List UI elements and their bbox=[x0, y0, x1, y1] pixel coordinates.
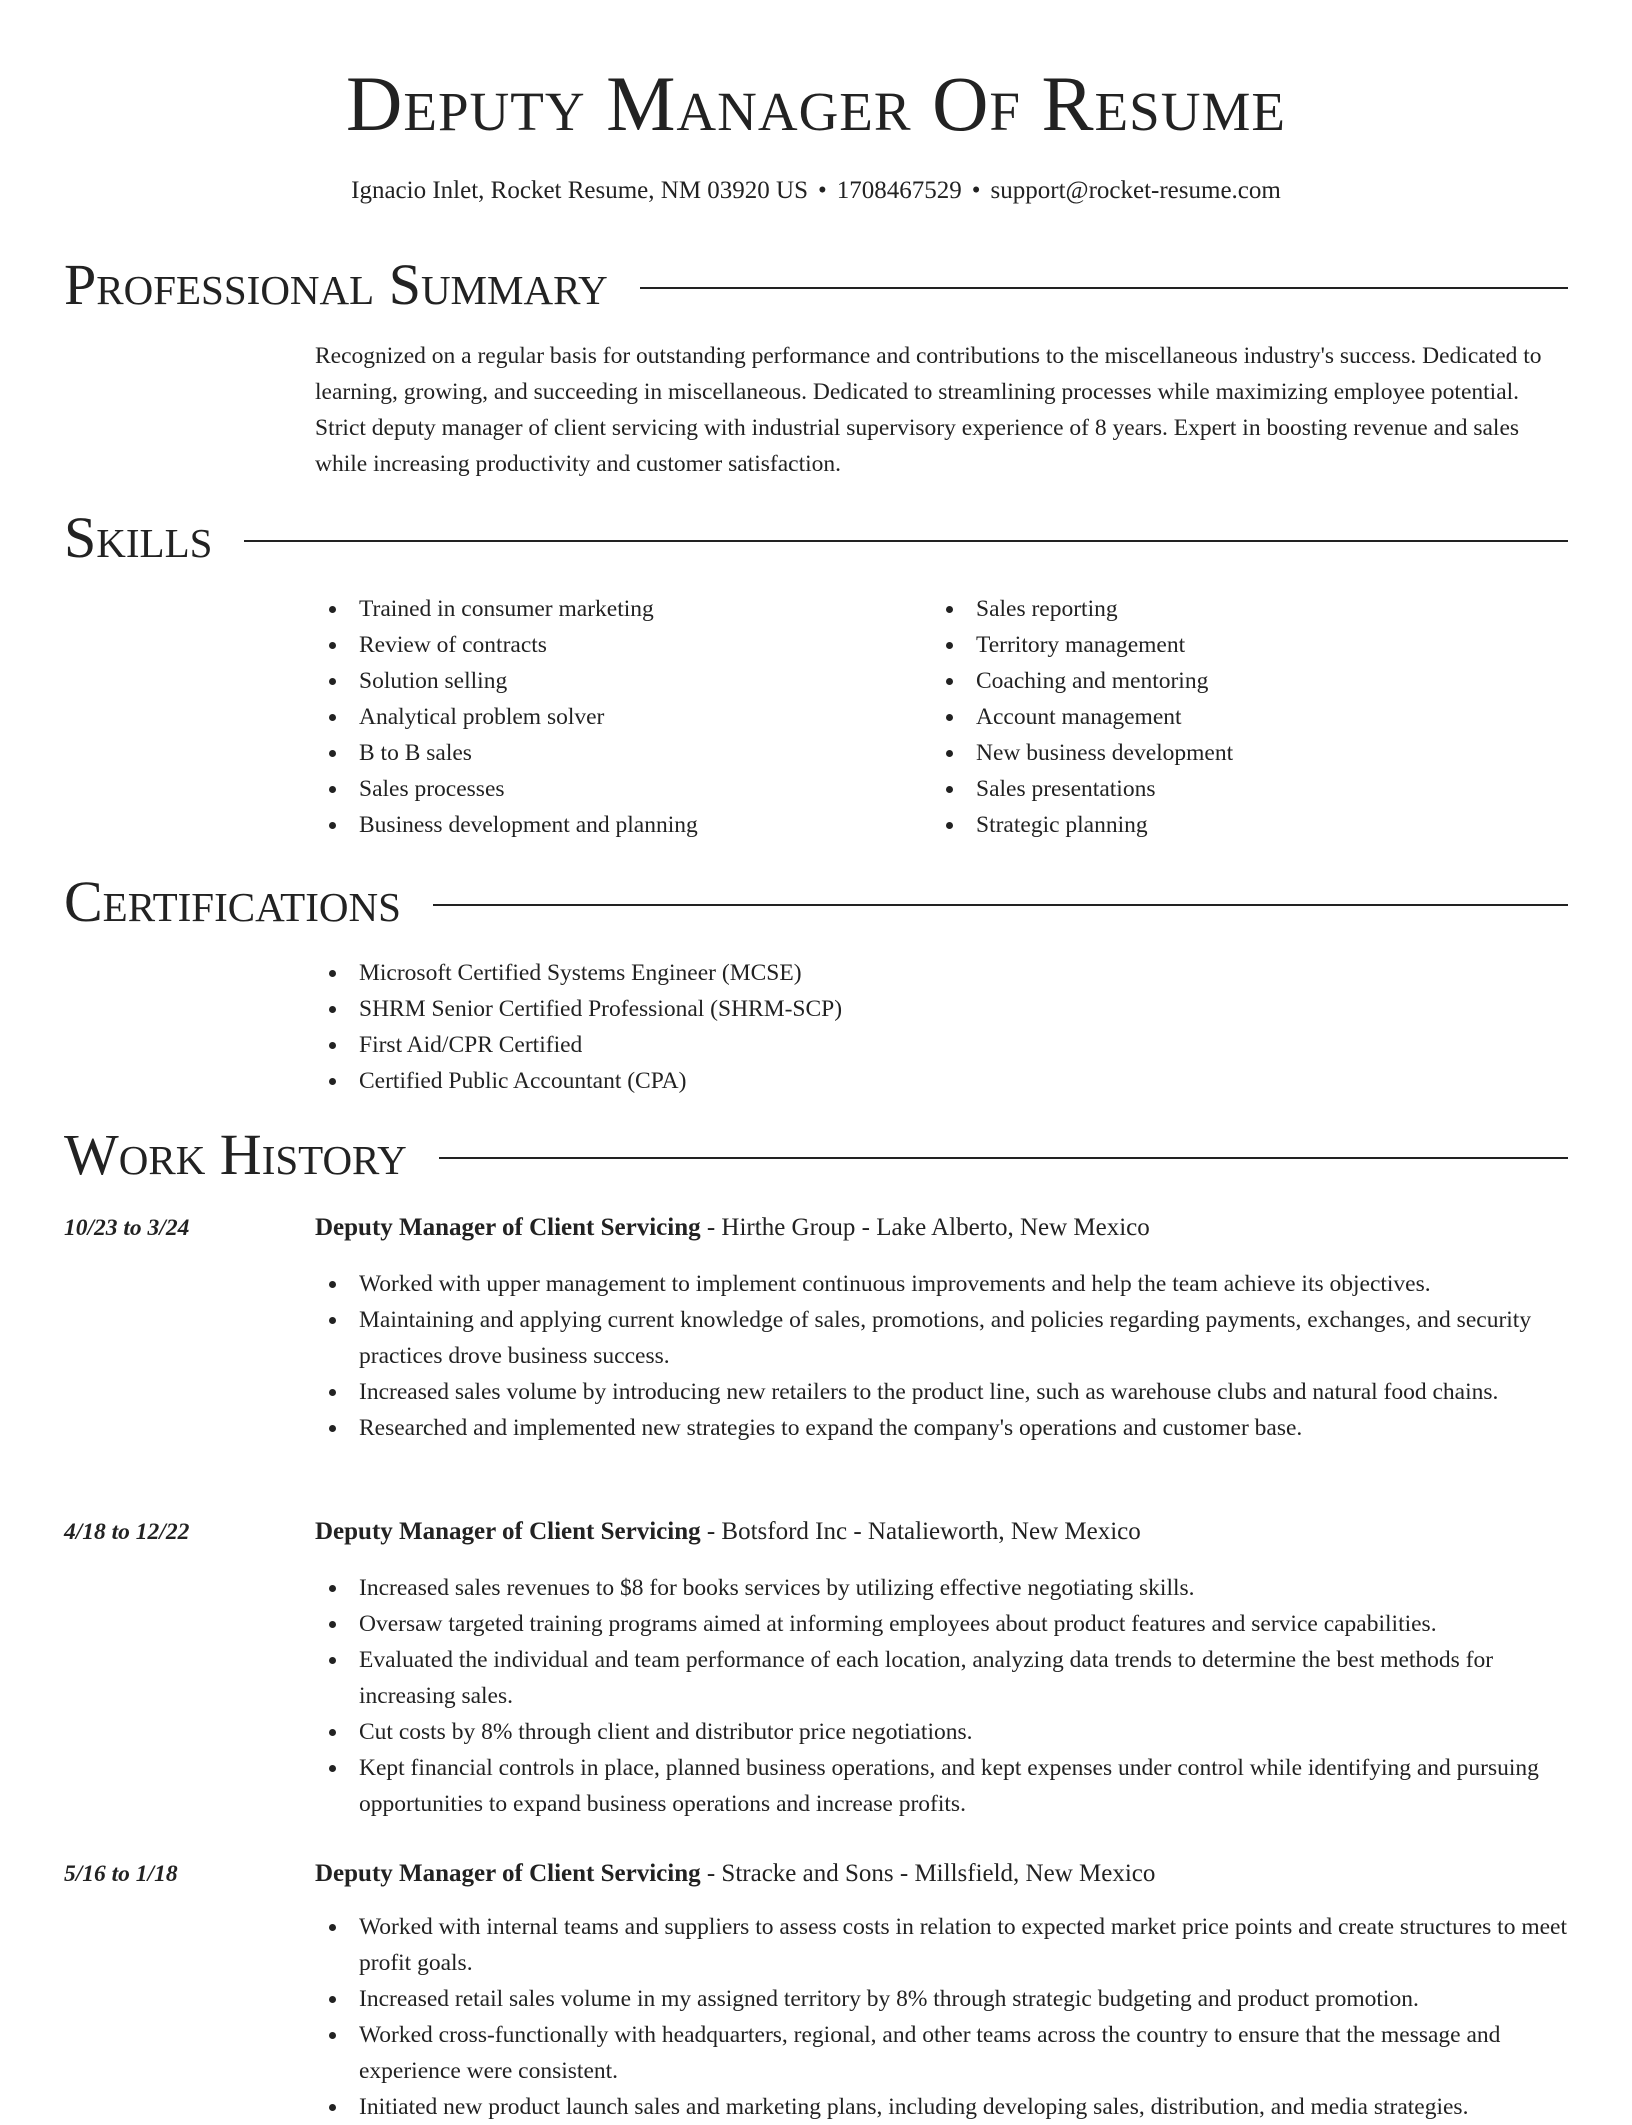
job-bullet: Worked with internal teams and suppliers to assess costs in relation to expected market price points and create structures to meet profit goals. bbox=[315, 1909, 1570, 1981]
job-company-location: - Stracke and Sons - Millsfield, New Mexico bbox=[700, 1860, 1156, 1887]
job-bullet: Increased retail sales volume in my assigned territory by 8% through strategic budgeting and product promotion. bbox=[315, 1981, 1570, 2017]
work-history-section-header bbox=[64, 1120, 1568, 1190]
skills-section-header bbox=[64, 503, 1568, 573]
skills-column-left bbox=[315, 591, 915, 843]
skill-item: Business development and planning bbox=[315, 807, 915, 843]
skill-item: Territory management bbox=[932, 627, 1532, 663]
job-bullet: Oversaw targeted training programs aimed at informing employees about product features and service capabilities. bbox=[315, 1606, 1570, 1642]
job-bullet: Researched and implemented new strategies to expand the company's operations and customer base. bbox=[315, 1410, 1570, 1446]
job-bullet: Worked cross-functionally with headquarters, regional, and other teams across the country to ensure that the message and experience were consistent. bbox=[315, 2017, 1570, 2089]
section-divider bbox=[439, 1157, 1568, 1159]
skill-item: Coaching and mentoring bbox=[932, 663, 1532, 699]
section-divider bbox=[433, 904, 1568, 906]
skill-item: Sales reporting bbox=[932, 591, 1532, 627]
contact-line bbox=[0, 174, 1632, 208]
certification-item: Microsoft Certified Systems Engineer (MCSE) bbox=[315, 955, 1115, 991]
contact-address: Ignacio Inlet, Rocket Resume, NM 03920 US bbox=[351, 177, 809, 204]
job-company-location: - Botsford Inc - Natalieworth, New Mexico bbox=[700, 1518, 1141, 1545]
skill-item: Sales processes bbox=[315, 771, 915, 807]
job-dates: 5/16 to 1/18 bbox=[64, 1861, 178, 1887]
work-history-heading: Work History bbox=[64, 1122, 407, 1187]
skill-item: Trained in consumer marketing bbox=[315, 591, 915, 627]
contact-email[interactable]: support@rocket-resume.com bbox=[990, 177, 1281, 204]
job-bullet: Worked with upper management to implement continuous improvements and help the team achieve its objectives. bbox=[315, 1266, 1570, 1302]
skills-column-right bbox=[932, 591, 1532, 843]
certifications-list bbox=[315, 955, 1115, 1099]
job-title: Deputy Manager of Client Servicing bbox=[315, 1860, 701, 1887]
skill-item: Solution selling bbox=[315, 663, 915, 699]
skill-item: Account management bbox=[932, 699, 1532, 735]
skills-heading: Skills bbox=[64, 505, 213, 570]
skill-item: Review of contracts bbox=[315, 627, 915, 663]
certification-item: SHRM Senior Certified Professional (SHRM-SCP) bbox=[315, 991, 1115, 1027]
job-bullet: Cut costs by 8% through client and distributor price negotiations. bbox=[315, 1714, 1570, 1750]
skill-item: New business development bbox=[932, 735, 1532, 771]
skill-item: Strategic planning bbox=[932, 807, 1532, 843]
section-divider bbox=[244, 540, 1568, 542]
summary-text: Recognized on a regular basis for outstanding performance and contributions to the miscellaneous industry's success. Dedicated to learning, growing, and succeeding in miscellaneous. Dedicated to streamlining processes while maximizing employee potential. Strict deputy manager of client servicing with industrial supervisory experience of 8 years. Expert in boosting revenue and sales while increasing productivity and customer satisfaction. bbox=[315, 343, 1542, 477]
job-responsibilities bbox=[315, 1266, 1570, 1446]
section-divider bbox=[640, 287, 1568, 289]
job-title: Deputy Manager of Client Servicing bbox=[315, 1518, 701, 1545]
job-bullet: Increased sales volume by introducing new retailers to the product line, such as warehouse clubs and natural food chains. bbox=[315, 1374, 1570, 1410]
job-bullet: Kept financial controls in place, planned business operations, and kept expenses under control while identifying and pursuing opportunities to expand business operations and increase profits. bbox=[315, 1750, 1570, 1822]
job-bullet: Initiated new product launch sales and marketing plans, including developing sales, distribution, and media strategies. bbox=[315, 2089, 1570, 2125]
contact-separator: • bbox=[818, 177, 827, 204]
contact-phone: 1708467529 bbox=[836, 177, 962, 204]
certifications-section-header bbox=[64, 867, 1568, 937]
job-bullet: Evaluated the individual and team performance of each location, analyzing data trends to determine the best methods for increasing sales. bbox=[315, 1642, 1570, 1714]
job-heading bbox=[315, 1856, 1570, 1892]
job-company-location: - Hirthe Group - Lake Alberto, New Mexico bbox=[700, 1214, 1150, 1241]
job-title: Deputy Manager of Client Servicing bbox=[315, 1214, 701, 1241]
job-bullet: Increased sales revenues to $8 for books services by utilizing effective negotiating skills. bbox=[315, 1570, 1570, 1606]
resume-name: Deputy Manager Of Resume bbox=[346, 60, 1286, 147]
job-heading bbox=[315, 1210, 1570, 1246]
certification-item: Certified Public Accountant (CPA) bbox=[315, 1063, 1115, 1099]
certification-item: First Aid/CPR Certified bbox=[315, 1027, 1115, 1063]
contact-separator: • bbox=[971, 177, 981, 204]
job-responsibilities bbox=[315, 1570, 1570, 1822]
summary-section-header bbox=[64, 250, 1568, 320]
job-dates: 4/18 to 12/22 bbox=[64, 1519, 190, 1545]
job-bullet: Maintaining and applying current knowledge of sales, promotions, and policies regarding payments, exchanges, and security practices drove business success. bbox=[315, 1302, 1570, 1374]
job-dates: 10/23 to 3/24 bbox=[64, 1215, 190, 1241]
skill-item: Sales presentations bbox=[932, 771, 1532, 807]
certifications-heading: Certifications bbox=[64, 869, 401, 934]
summary-heading: Professional Summary bbox=[64, 252, 608, 317]
skill-item: B to B sales bbox=[315, 735, 915, 771]
job-heading bbox=[315, 1514, 1570, 1550]
skill-item: Analytical problem solver bbox=[315, 699, 915, 735]
job-responsibilities bbox=[315, 1909, 1570, 2125]
